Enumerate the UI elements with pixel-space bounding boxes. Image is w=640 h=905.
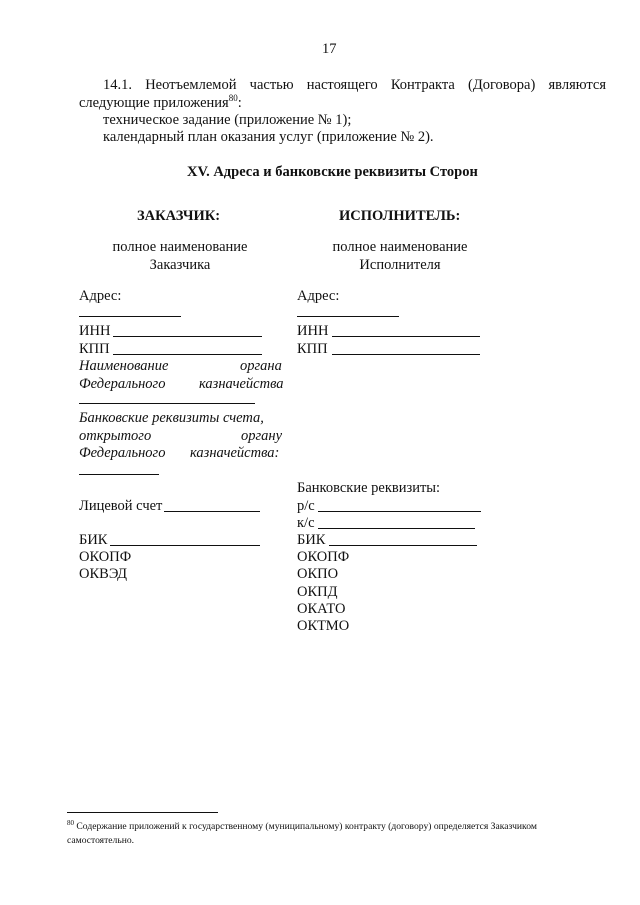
- treasury-name-line: [79, 403, 255, 404]
- contractor-address-line: [297, 316, 399, 317]
- contractor-kpp-label: КПП: [297, 341, 328, 357]
- footnote-number: 80: [67, 818, 74, 827]
- contractor-okopf: ОКОПФ: [297, 549, 350, 565]
- paragraph-line-2-end: :: [237, 95, 242, 111]
- contractor-oktmo: ОКТМО: [297, 618, 350, 634]
- contractor-bik-label: БИК: [297, 532, 326, 548]
- contractor-bik-line: [329, 545, 477, 546]
- contractor-bank-details: Банковские реквизиты:: [297, 480, 441, 496]
- footnote-line-2: самостоятельно.: [67, 835, 135, 846]
- contractor-inn-label: ИНН: [297, 323, 329, 339]
- contractor-kpp-line: [332, 354, 480, 355]
- contractor-rs-label: р/с: [297, 498, 315, 514]
- customer-kpp-label: КПП: [79, 341, 110, 357]
- customer-account-label: Лицевой счет: [79, 498, 163, 514]
- paragraph-line-2: [79, 94, 242, 112]
- customer-name-line-2: Заказчика: [149, 257, 211, 273]
- contractor-okpo: ОКПО: [297, 566, 339, 582]
- customer-okopf: ОКОПФ: [79, 549, 132, 565]
- appendix-item-1: техническое задание (приложение № 1);: [103, 112, 352, 128]
- contractor-address-label: Адрес:: [297, 288, 340, 304]
- footnote-line-1: Содержание приложений к государственному (муниципальному) контракту (договору) определяется Заказчиком: [76, 821, 537, 832]
- customer-address-line: [79, 316, 181, 317]
- contractor-ks-label: к/с: [297, 515, 315, 531]
- contractor-okpd: ОКПД: [297, 584, 338, 600]
- bank-account-line-3a: Федерального: [79, 445, 166, 461]
- paragraph-line-1: 14.1. Неотъемлемой частью настоящего Контракта (Договора) являются: [103, 77, 606, 93]
- customer-account-line: [164, 511, 260, 512]
- bank-account-line: [79, 474, 159, 475]
- bank-account-line-3b: казначейства:: [190, 445, 280, 461]
- contractor-ks-line: [318, 528, 475, 529]
- contractor-name-line-1: полное наименование: [332, 239, 468, 255]
- contractor-rs-line: [318, 511, 481, 512]
- treasury-label-2b: казначейства: [199, 376, 284, 392]
- appendix-item-2: календарный план оказания услуг (приложение № 2).: [103, 129, 434, 145]
- contractor-heading: ИСПОЛНИТЕЛЬ:: [339, 208, 461, 224]
- footnote-separator: [67, 812, 218, 813]
- contractor-inn-line: [332, 336, 480, 337]
- customer-bik-label: БИК: [79, 532, 108, 548]
- contractor-name-line-2: Исполнителя: [359, 257, 441, 273]
- customer-okved: ОКВЭД: [79, 566, 128, 582]
- customer-bik-line: [110, 545, 260, 546]
- treasury-label-1a: Наименование: [79, 358, 169, 374]
- paragraph-line-2-text: следующие приложения: [79, 95, 229, 111]
- customer-inn-label: ИНН: [79, 323, 111, 339]
- customer-heading: ЗАКАЗЧИК:: [137, 208, 221, 224]
- footnote-ref: 80: [228, 93, 238, 104]
- customer-inn-line: [113, 336, 262, 337]
- customer-name-line-1: полное наименование: [112, 239, 248, 255]
- bank-account-line-2a: открытого: [79, 428, 152, 444]
- bank-account-line-2b: органу: [241, 428, 283, 444]
- page-number: 17: [322, 41, 337, 57]
- customer-address-label: Адрес:: [79, 288, 122, 304]
- contractor-okato: ОКАТО: [297, 601, 346, 617]
- customer-kpp-line: [113, 354, 262, 355]
- bank-account-line-1: Банковские реквизиты счета,: [79, 410, 264, 426]
- treasury-label-2a: Федерального: [79, 376, 166, 392]
- footnote-text-line-1: [67, 820, 537, 833]
- treasury-label-1b: органа: [240, 358, 282, 374]
- section-title: XV. Адреса и банковские реквизиты Сторон: [187, 164, 478, 180]
